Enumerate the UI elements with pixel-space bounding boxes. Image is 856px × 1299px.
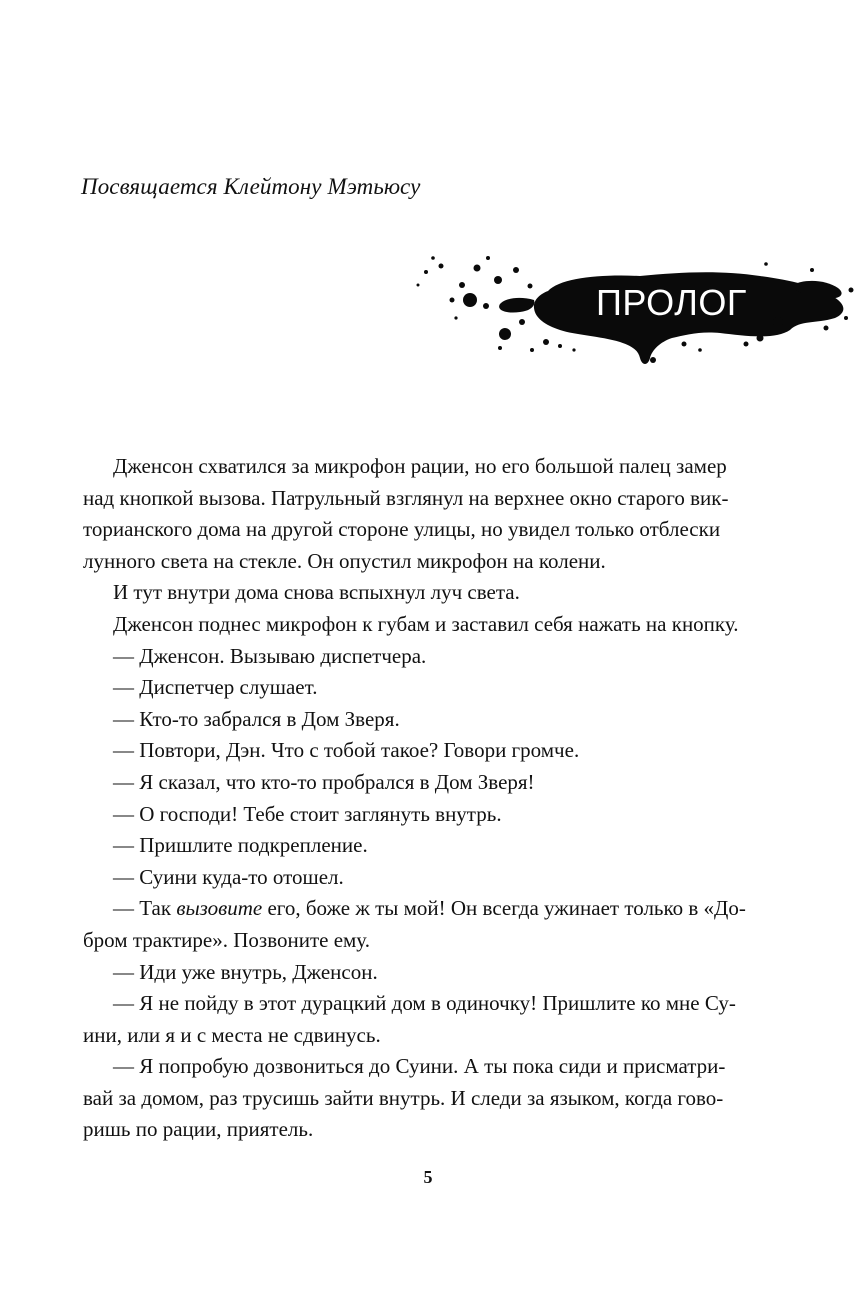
dialogue-line: — Суини куда-то отошел. xyxy=(113,864,344,889)
dialogue-line: — Я попробую дозвониться до Суини. А ты пока сиди и присматри- xyxy=(113,1054,726,1079)
dialogue-line: бром трактире». Позвоните ему. xyxy=(83,927,370,952)
dialogue-line xyxy=(83,893,746,925)
dialogue-line: — Пришлите подкрепление. xyxy=(113,833,368,858)
dialogue-line: — Я не пойду в этот дурацкий дом в одиночку! Пришлите ко мне Су- xyxy=(113,991,736,1016)
prologue-text xyxy=(83,451,746,1146)
text-line: И тут внутри дома снова вспыхнул луч света. xyxy=(113,580,520,605)
dialogue-line: — Дженсон. Вызываю диспетчера. xyxy=(113,643,427,668)
chapter-title: ПРОЛОГ xyxy=(596,282,747,323)
dedication: Посвящается Клейтону Мэтьюсу xyxy=(81,174,421,199)
text-line: Дженсон схватился за микрофон рации, но его большой палец замер xyxy=(113,454,727,478)
emphasis-text: вызовите xyxy=(176,896,263,921)
dialogue-line: вай за домом, раз трусишь зайти внутрь. И следи за языком, когда гово- xyxy=(83,1085,724,1110)
dialogue-line: — Иди уже внутрь, Дженсон. xyxy=(113,959,378,984)
text-line: лунного света на стекле. Он опустил микрофон на колени. xyxy=(83,548,606,573)
dialogue-line: — Я сказал, что кто-то пробрался в Дом Зверя! xyxy=(113,769,535,794)
text-run: его, боже ж ты мой! Он всегда ужинает только в «До- xyxy=(262,896,746,921)
text-line: торианского дома на другой стороне улицы, но увидел только отблески xyxy=(83,517,721,542)
dialogue-line: — Повтори, Дэн. Что с тобой такое? Говори громче. xyxy=(113,738,580,763)
dialogue-line: — Диспетчер слушает. xyxy=(113,675,318,700)
dialogue-line: — О господи! Тебе стоит заглянуть внутрь. xyxy=(113,801,502,826)
paragraph xyxy=(83,451,743,577)
text-line: Дженсон поднес микрофон к губам и заставил себя нажать на кнопку. xyxy=(113,611,739,636)
dialogue-line: — Кто-то забрался в Дом Зверя. xyxy=(113,706,400,731)
ink-splatter-banner xyxy=(0,0,856,420)
dialogue-line: ришь по рации, приятель. xyxy=(83,1117,314,1142)
page-number: 5 xyxy=(423,1167,433,1187)
dialogue-line: ини, или я и с места не сдвинусь. xyxy=(83,1022,381,1047)
text-run: — Так xyxy=(113,896,177,921)
text-line: над кнопкой вызова. Патрульный взглянул на верхнее окно старого вик- xyxy=(83,485,729,510)
